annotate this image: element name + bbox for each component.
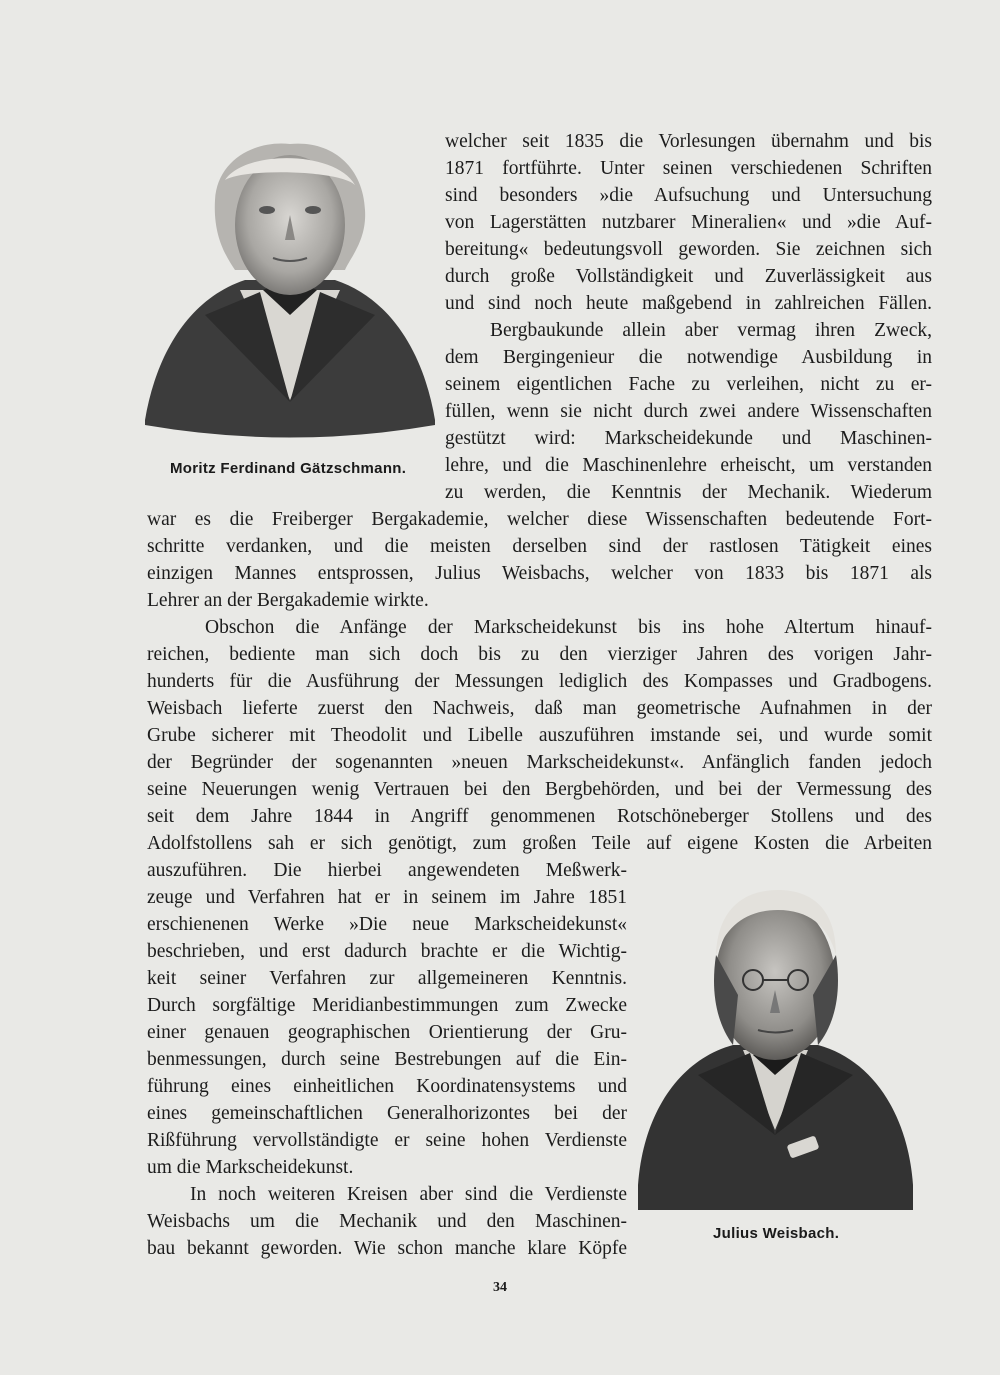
portrait-weisbach-caption: Julius Weisbach. [713, 1225, 840, 1242]
text-line: In noch weiteren Kreisen aber sind die Verdienste [190, 1184, 627, 1205]
portrait-weisbach [638, 885, 913, 1210]
text-line: welcher seit 1835 die Vorlesungen übernahm und bis [445, 131, 932, 152]
text-line: hunderts für die Ausführung der Messungen lediglich des Kompasses und Gradbogens. [147, 671, 932, 692]
text-line: um die Markscheidekunst. [147, 1157, 354, 1178]
text-line: schritte verdanken, und die meisten derselben sind der rastlosen Tätigkeit eines [147, 536, 932, 557]
text-line: füllen, wenn sie nicht durch zwei andere Wissenschaften [445, 401, 932, 422]
text-line: der Begründer der sogenannten »neuen Markscheidekunst«. Anfänglich fanden jedoch [147, 752, 932, 773]
text-line: seinem eigentlichen Fache zu verleihen, nicht zu er- [445, 374, 932, 395]
text-line: bau bekannt geworden. Wie schon manche klare Köpfe [147, 1238, 627, 1259]
text-line: sind besonders »die Aufsuchung und Untersuchung [445, 185, 932, 206]
text-line: Adolfstollens sah er sich genötigt, zum großen Teile auf eigene Kosten die Arbeiten [147, 833, 932, 854]
text-line: Obschon die Anfänge der Markscheidekunst bis ins hohe Altertum hinauf- [205, 617, 932, 638]
text-line: eines gemeinschaftlichen Generalhorizontes bei der [147, 1103, 627, 1124]
text-line: lehre, und die Maschinenlehre erheischt, um verstanden [445, 455, 932, 476]
text-line: seit dem Jahre 1844 in Angriff genommenen Rotschöneberger Stollens und des [147, 806, 932, 827]
text-line: Weisbachs um die Mechanik und den Maschinen- [147, 1211, 627, 1232]
text-line: 1871 fortführte. Unter seinen verschiedenen Schriften [445, 158, 932, 179]
text-line: Durch sorgfältige Meridianbestimmungen zum Zwecke [147, 995, 627, 1016]
text-line: gestützt wird: Markscheidekunde und Maschinen- [445, 428, 932, 449]
text-line: keit seiner Verfahren zur allgemeineren Kenntnis. [147, 968, 627, 989]
page-number: 34 [493, 1280, 507, 1295]
text-line: Grube sicherer mit Theodolit und Libelle auszuführen imstande sei, und wurde somit [147, 725, 932, 746]
text-line: war es die Freiberger Bergakademie, welcher diese Wissenschaften bedeutende Fort- [147, 509, 932, 530]
text-line: bereitung« bedeutungsvoll geworden. Sie zeichnen sich [445, 239, 932, 260]
portrait-weisbach-image [638, 885, 913, 1210]
text-line: und sind noch heute maßgebend in zahlreichen Fällen. [445, 293, 932, 314]
text-line: benmessungen, durch seine Bestrebungen auf die Ein- [147, 1049, 627, 1070]
text-line: beschrieben, und erst dadurch brachte er die Wichtig- [147, 941, 627, 962]
text-line: dem Bergingenieur die notwendige Ausbildung in [445, 347, 932, 368]
text-line: erschienenen Werke »Die neue Markscheidekunst« [147, 914, 627, 935]
text-line: zeuge und Verfahren hat er in seinem im Jahre 1851 [147, 887, 627, 908]
text-line: einer genauen geographischen Orientierung der Gru- [147, 1022, 627, 1043]
text-line: Lehrer an der Bergakademie wirkte. [147, 590, 429, 611]
text-line: führung eines einheitlichen Koordinatensystems und [147, 1076, 627, 1097]
portrait-gaetzschmann [145, 140, 435, 445]
text-line: seine Neuerungen wenig Vertrauen bei den Bergbehörden, und bei der Vermessung des [147, 779, 932, 800]
text-line: zu werden, die Kenntnis der Mechanik. Wiederum [445, 482, 932, 503]
text-line: einzigen Mannes entsprossen, Julius Weisbachs, welcher von 1833 bis 1871 als [147, 563, 932, 584]
text-line: reichen, bediente man sich doch bis zu den vierziger Jahren des vorigen Jahr- [147, 644, 932, 665]
text-line: durch große Vollständigkeit und Zuverlässigkeit aus [445, 266, 932, 287]
text-line: auszuführen. Die hierbei angewendeten Meßwerk- [147, 860, 627, 881]
portrait-gaetzschmann-image [145, 140, 435, 445]
portrait-gaetzschmann-caption: Moritz Ferdinand Gätzschmann. [170, 460, 407, 477]
text-line: Rißführung vervollständigte er seine hohen Verdienste [147, 1130, 627, 1151]
text-line: Weisbach lieferte zuerst den Nachweis, daß man geometrische Aufnahmen in der [147, 698, 932, 719]
text-line: Bergbaukunde allein aber vermag ihren Zweck, [490, 320, 932, 341]
text-line: von Lagerstätten nutzbarer Mineralien« und »die Auf- [445, 212, 932, 233]
